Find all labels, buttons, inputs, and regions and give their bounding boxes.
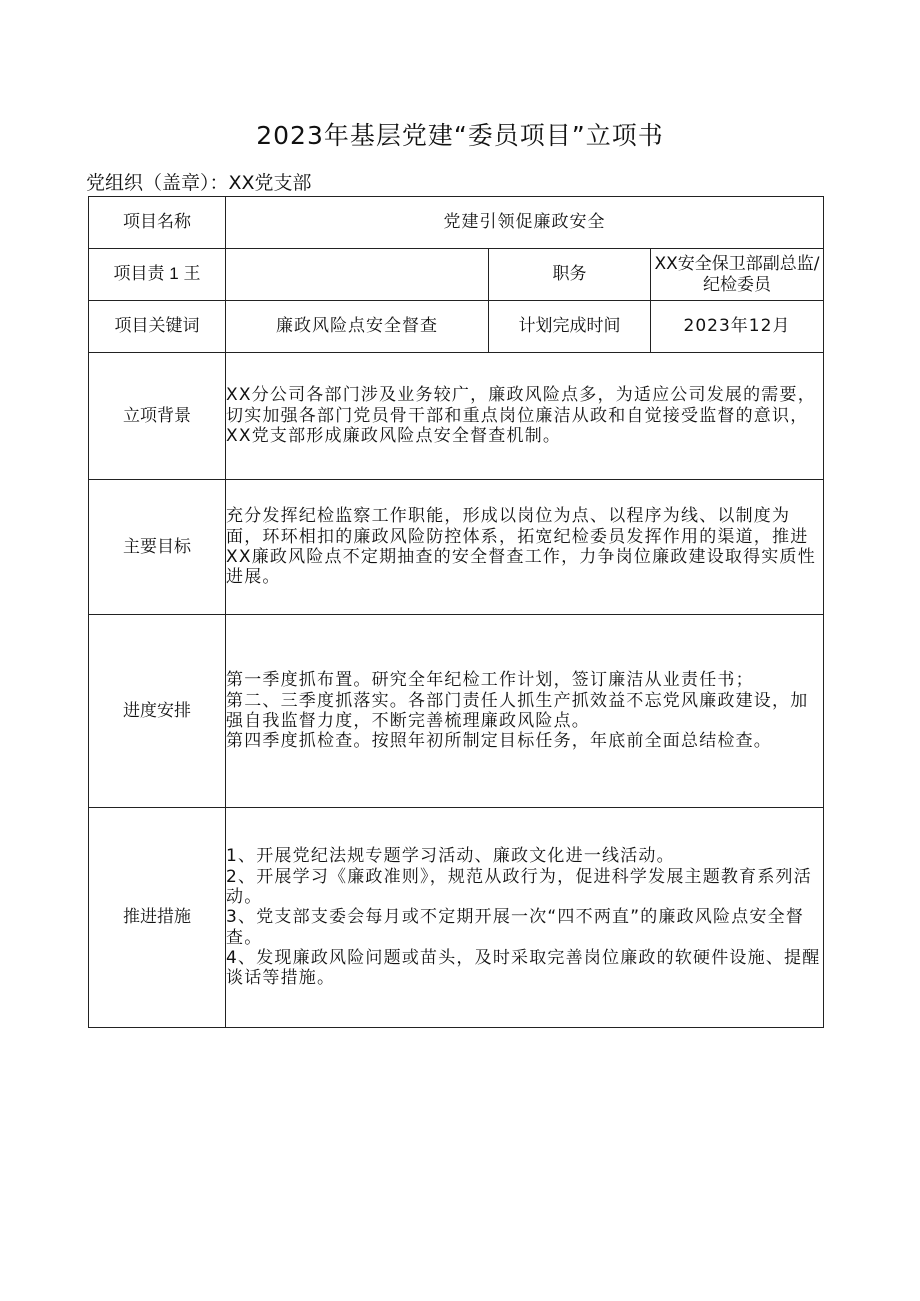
- position-value: XX安全保卫部副总监/纪检委员: [651, 249, 824, 301]
- row-schedule: [89, 615, 824, 808]
- row-project-name: [89, 197, 824, 249]
- row-keywords: [89, 301, 824, 353]
- project-keywords-value: 廉政风险点安全督查: [226, 301, 489, 353]
- measures-text: [226, 808, 824, 1028]
- schedule-item: 第二、三季度抓落实。各部门责任人抓生产抓效益不忘党风廉政建设，加强自我监督力度，不断完善梳理廉政风险点。: [226, 690, 809, 731]
- project-application-table: [88, 196, 824, 1028]
- goals-text: 充分发挥纪检监察工作职能，形成以岗位为点、以程序为线、以制度为面，环环相扣的廉政风险防控体系，拓宽纪检委员发挥作用的渠道，推进XX廉政风险点不定期抽查的安全督查工作，力争岗位廉政建设取得实质性进展。: [226, 480, 824, 615]
- row-owner: [89, 249, 824, 301]
- schedule-item: 第四季度抓检查。按照年初所制定目标任务，年底前全面总结检查。: [226, 731, 772, 752]
- schedule-item: 第一季度抓布置。研究全年纪检工作计划，签订廉洁从业责任书；: [226, 670, 754, 691]
- background-text: XX分公司各部门涉及业务较广，廉政风险点多，为适应公司发展的需要，切实加强各部门党员骨干部和重点岗位廉洁从政和自觉接受监督的意识，XX党支部形成廉政风险点安全督查机制。: [226, 353, 824, 480]
- party-organization-line: 党组织（盖章）：XX党支部: [86, 172, 312, 194]
- planned-completion-value: 2023年12月: [651, 301, 824, 353]
- position-label: 职务: [489, 249, 651, 301]
- project-owner-label: 项目责 1 王: [89, 249, 226, 301]
- goals-label: 主要目标: [89, 480, 226, 615]
- measure-item: 1、开展党纪法规专题学习活动、廉政文化进一线活动。: [226, 846, 675, 867]
- measure-item: 3、党支部支委会每月或不定期开展一次“四不两直”的廉政风险点安全督查。: [226, 907, 805, 948]
- planned-completion-label: 计划完成时间: [489, 301, 651, 353]
- row-background: [89, 353, 824, 480]
- schedule-label: 进度安排: [89, 615, 226, 808]
- background-label: 立项背景: [89, 353, 226, 480]
- measures-label: 推进措施: [89, 808, 226, 1028]
- schedule-text: [226, 615, 824, 808]
- measure-item: 2、开展学习《廉政准则》，规范从政行为，促进科学发展主题教育系列活动。: [226, 866, 812, 907]
- document-title: 2023年基层党建“委员项目”立项书: [256, 121, 664, 150]
- row-measures: [89, 808, 824, 1028]
- project-keywords-label: 项目关键词: [89, 301, 226, 353]
- project-name-value: 党建引领促廉政安全: [226, 197, 824, 249]
- project-name-label: 项目名称: [89, 197, 226, 249]
- measure-item: 4、发现廉政风险问题或苗头，及时采取完善岗位廉政的软硬件设施、提醒谈话等措施。: [226, 948, 821, 989]
- project-owner-value: [226, 249, 489, 301]
- row-goals: [89, 480, 824, 615]
